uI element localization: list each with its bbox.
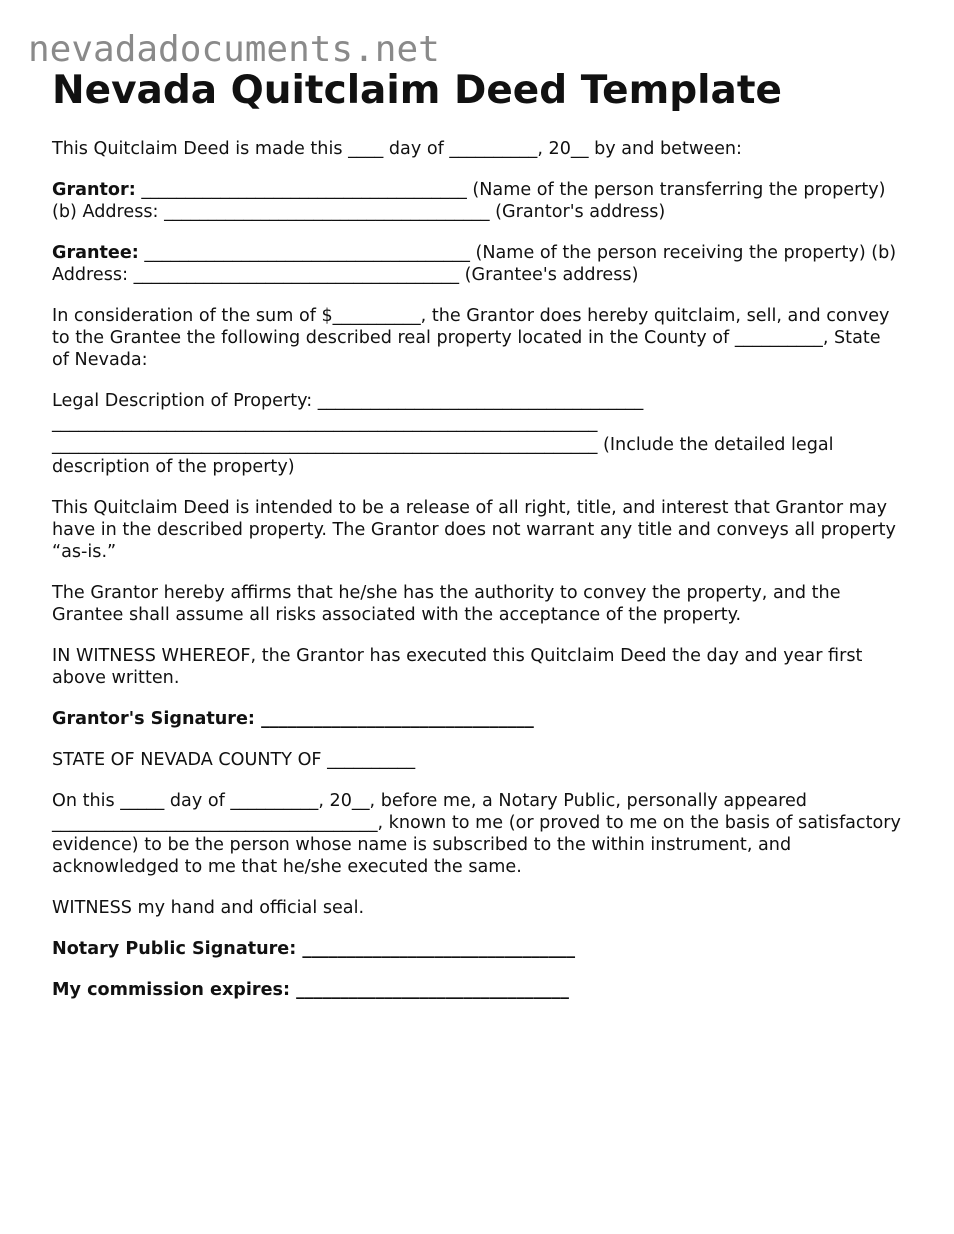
release-paragraph: This Quitclaim Deed is intended to be a release of all right, title, and interest that Grantor may have in the described property. The Grantor does not warrant any title and conveys all property “as-is.” [52,498,896,562]
grantee-text: _____________________________________ (Name of the person receiving the property) (b) Address: _____________________________________ (Grantee's address) [52,243,897,285]
document-title: Nevada Quitclaim Deed Template [52,68,782,113]
intro-paragraph: This Quitclaim Deed is made this ____ day of __________, 20__ by and between: [52,139,742,159]
commission-expires-line: My commission expires: _______________________________ [52,980,569,1000]
legal-description-paragraph [52,390,902,478]
witness-whereof-paragraph: IN WITNESS WHEREOF, the Grantor has executed this Quitclaim Deed the day and year first above written. [52,646,863,688]
consideration-paragraph: In consideration of the sum of $__________, the Grantor does hereby quitclaim, sell, and convey to the Grantee the following described real property located in the County of __________, State of Nevada: [52,306,890,370]
notary-acknowledgment-paragraph: On this _____ day of __________, 20__, before me, a Notary Public, personally appeared _____________________________________, known to me (or proved to me on the basis of satisfactory evidence) to be the person whose name is subscribed to the within instrument, and acknowledged to me that he/she executed the same. [52,791,901,877]
affirm-paragraph: The Grantor hereby affirms that he/she has the authority to convey the property, and the Grantee shall assume all risks associated with the acceptance of the property. [52,583,841,625]
grantor-label: Grantor: [52,180,136,200]
grantor-signature-line: Grantor's Signature: _______________________________ [52,709,534,729]
grantor-paragraph [52,179,902,223]
legal-description-line-2: ______________________________________________________________ [52,413,598,433]
witness-hand-line: WITNESS my hand and official seal. [52,898,365,918]
legal-description-line-1: Legal Description of Property: _____________________________________ [52,391,644,411]
grantee-paragraph [52,242,902,286]
watermark-text: nevadadocuments.net [28,29,440,70]
grantee-label: Grantee: [52,243,139,263]
deed-body [52,138,902,1020]
legal-description-line-3: ______________________________________________________________ (Include the detailed legal description of the property) [52,435,834,477]
notary-signature-line: Notary Public Signature: _______________________________ [52,939,576,959]
grantor-text: _____________________________________ (Name of the person transferring the property) (b) Address: _____________________________________ (Grantor's address) [52,180,886,222]
state-county-line: STATE OF NEVADA COUNTY OF __________ [52,750,416,770]
